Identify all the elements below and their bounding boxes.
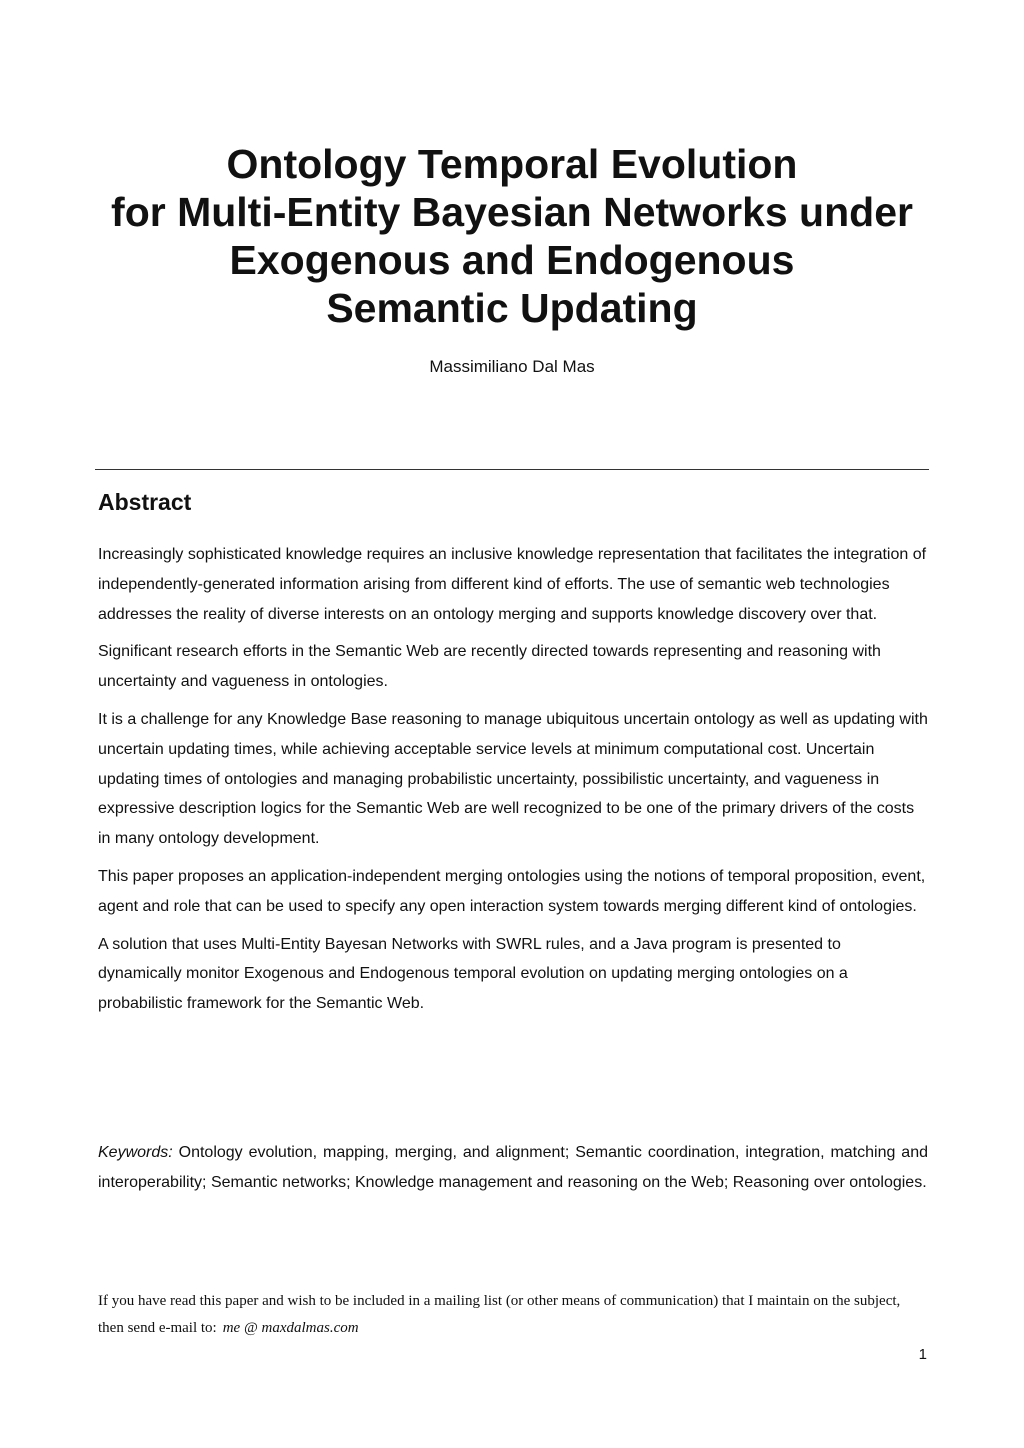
keywords-text: Ontology evolution, mapping, merging, and alignment; Semantic coordination, integration, matching and interoperability; Semantic networks; Knowledge management and reasoning on the Web; Reasoning over ontologies. [98,1144,928,1191]
abstract-paragraph-3: It is a challenge for any Knowledge Base reasoning to manage ubiquitous uncertain ontology as well as updating with uncertain updating times, while achieving acceptable service levels at minimum computational cost. Uncertain updating times of ontologies and managing probabilistic uncertainty, possibilistic uncertainty, and vagueness in expressive description logics for the Semantic Web are well recognized to be one of the primary drivers of the costs in many ontology development. [98,710,928,848]
keywords-label: Keywords: [98,1144,173,1161]
title-line-1: Ontology Temporal Evolution [226,141,798,187]
keywords [98,1138,928,1198]
section-divider [95,469,929,470]
abstract-paragraph-5: A solution that uses Multi-Entity Bayesan Networks with SWRL rules, and a Java program is presented to dynamically monitor Exogenous and Endogenous temporal evolution on updating merging ontologies on a probabilistic framework for the Semantic Web. [98,935,848,1013]
footnote [98,1288,928,1342]
author-name: Massimiliano Dal Mas [429,357,595,376]
abstract-body [98,540,928,1027]
abstract-heading: Abstract [98,489,192,515]
title-line-4: Semantic Updating [326,285,698,331]
abstract-paragraph-1: Increasingly sophisticated knowledge requires an inclusive knowledge representation that facilitates the integration of independently-generated information arising from different kind of efforts. The use of semantic web technologies addresses the reality of diverse interests on an ontology merging and supports knowledge discovery over that. [98,546,927,623]
title-line-2: for Multi-Entity Bayesian Networks under [111,189,913,235]
footnote-text: If you have read this paper and wish to be included in a mailing list (or other means of communication) that I maintain on the subject, then send e-mail to: [98,1293,901,1336]
contact-email: me @ maxdalmas.com [222,1320,359,1336]
abstract-paragraph-2: Significant research efforts in the Semantic Web are recently directed towards representing and reasoning with uncertainty and vagueness in ontologies. [98,643,881,691]
page-number: 1 [918,1346,927,1363]
title-line-3: Exogenous and Endogenous [229,237,795,283]
abstract-paragraph-4: This paper proposes an application-independent merging ontologies using the notions of temporal proposition, event, agent and role that can be used to specify any open interaction system towards merging different kind of ontologies. [98,867,926,915]
paper-title [0,140,1024,332]
